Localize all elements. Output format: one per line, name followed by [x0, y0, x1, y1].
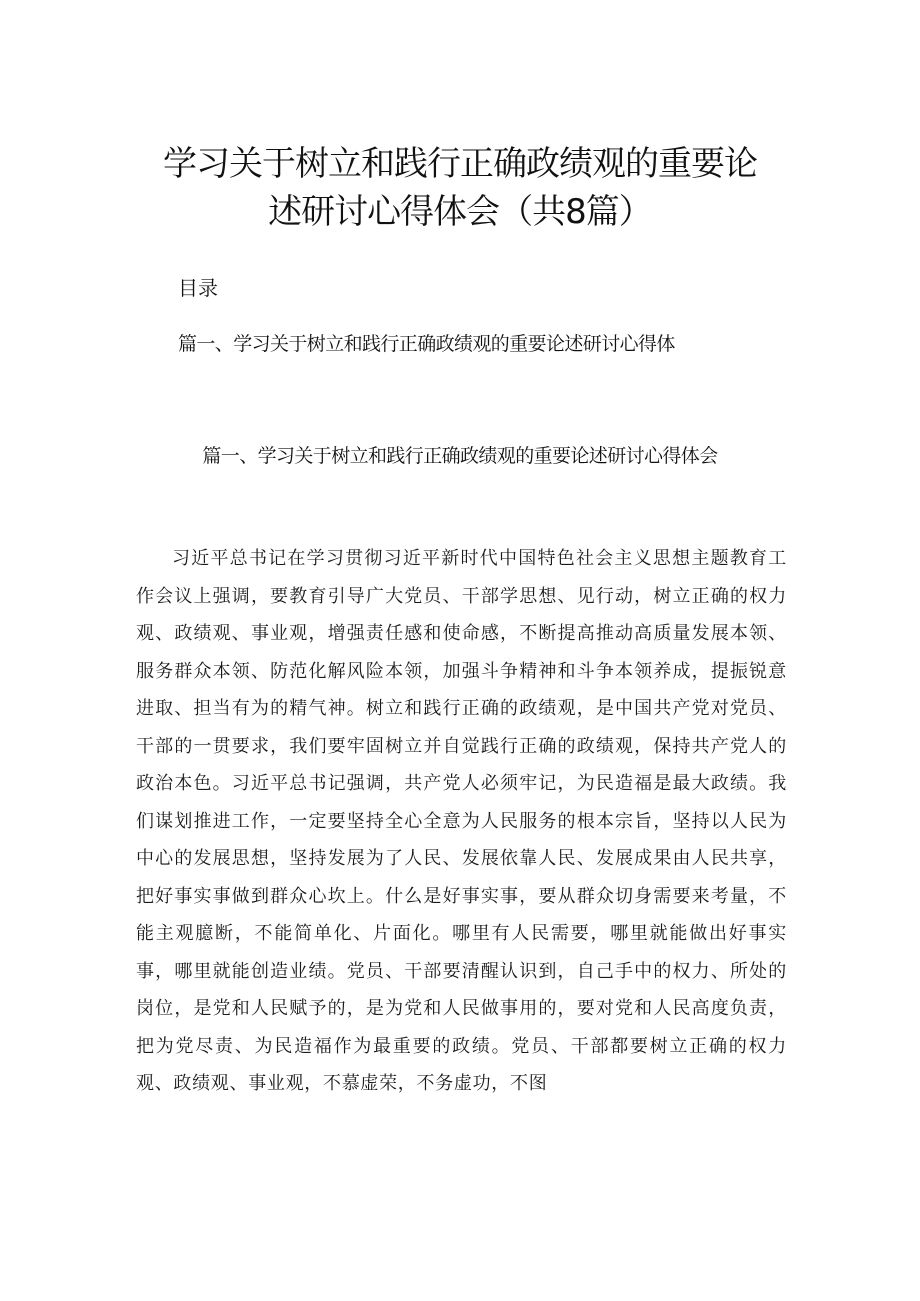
body-paragraph: 习近平总书记在学习贯彻习近平新时代中国特色社会主义思想主题教育工作会议上强调，要教育引导广大党员、干部学思想、见行动，树立正确的权力观、政绩观、事业观，增强责任感和使命感，不断提高推动高质量发展本领、服务群众本领、防范化解风险本领，加强斗争精神和斗争本领养成，提振锐意进取、担当有为的精气神。树立和践行正确的政绩观，是中国共产党对党员、干部的一贯要求，我们要牢固树立并自觉践行正确的政绩观，保持共产党人的政治本色。习近平总书记强调，共产党人必须牢记，为民造福是最大政绩。我们谋划推进工作，一定要坚持全心全意为人民服务的根本宗旨，坚持以人民为中心的发展思想，坚持发展为了人民、发展依靠人民、发展成果由人民共享，把好事实事做到群众心坎上。什么是好事实事，要从群众切身需要来考量，不能主观臆断，不能简单化、片面化。哪里有人民需要，哪里就能做出好事实事，哪里就能创造业绩。党员、干部要清醒认识到，自己手中的权力、所处的岗位，是党和人民赋予的，是为党和人民做事用的，要对党和人民高度负责，把为党尽责、为民造福作为最重要的政绩。党员、干部都要树立正确的权力观、政绩观、事业观，不慕虚荣，不务虚功，不图: [136, 548, 787, 1094]
toc-heading: 目录: [178, 276, 218, 300]
section-heading: 篇一、学习关于树立和践行正确政绩观的重要论述研讨心得体会: [202, 445, 718, 467]
document-title-line-1: 学习关于树立和践行正确政绩观的重要论: [163, 144, 757, 184]
document-title-line-2: 述研讨心得体会（共8篇）: [268, 192, 652, 232]
toc-item[interactable]: 篇一、学习关于树立和践行正确政绩观的重要论述研讨心得体: [178, 333, 675, 355]
